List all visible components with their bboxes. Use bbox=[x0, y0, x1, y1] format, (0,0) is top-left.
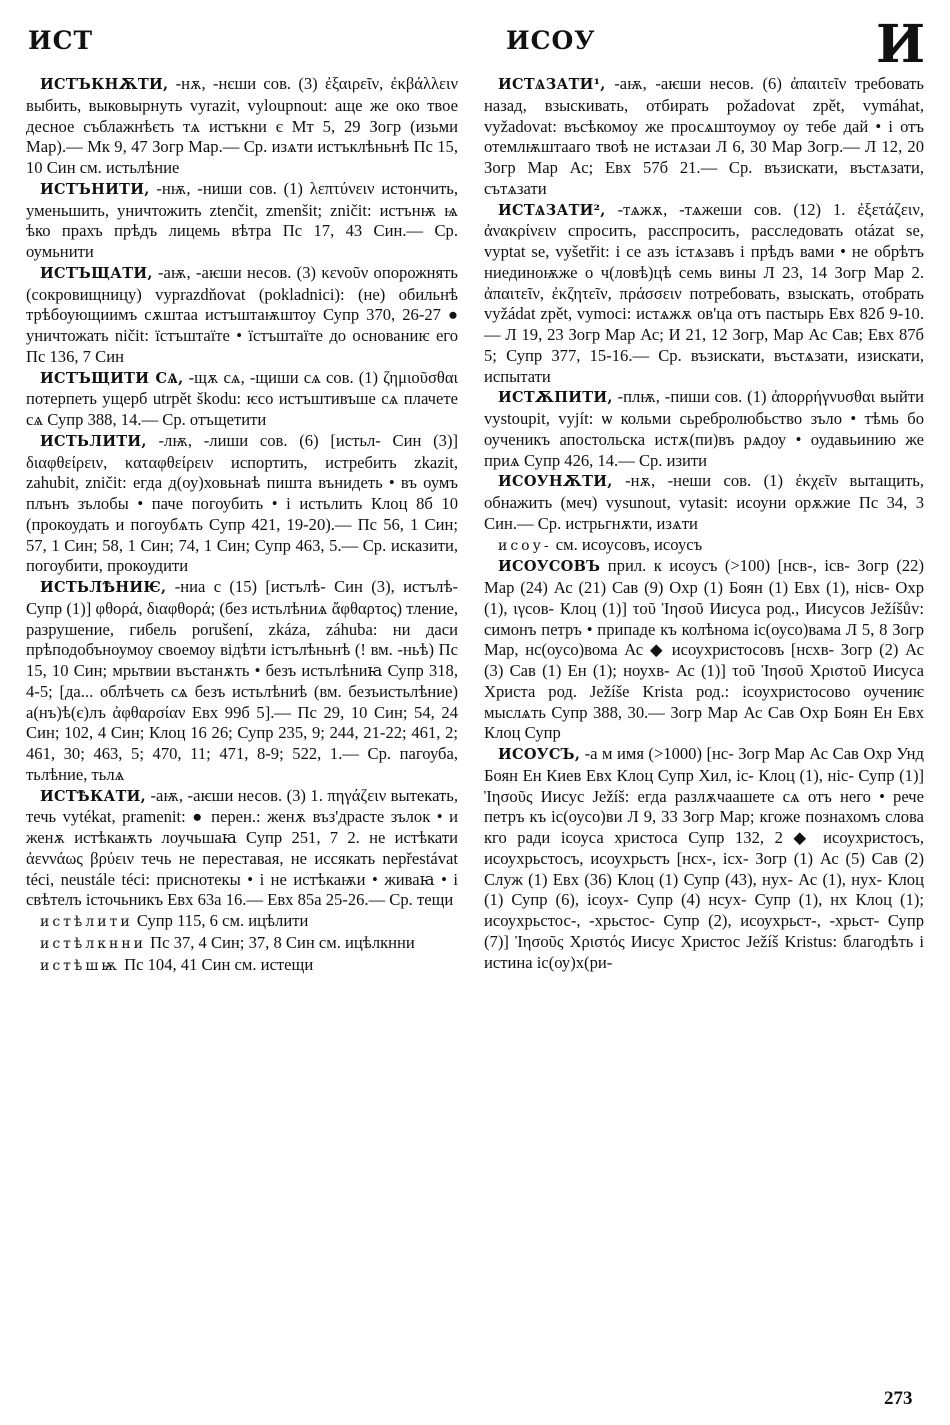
entry-headword: истѣшѭ bbox=[40, 957, 120, 974]
entry-headword: ИСТѦЗАТИ², bbox=[498, 201, 606, 219]
entry-headword: ИСТЪЩАТИ, bbox=[40, 264, 153, 282]
cross-reference-entry bbox=[26, 933, 458, 955]
entry-body: -аѭ, -аѥши несов. (3) κενοῦν опорожнять (сокровищницу) vyprazdňovat (pokladnici): (не) обильнѣ трѣбоующиимъ сѫштаа истъштаѭштоу Супр 370, 26-27 ● уничтожать ničit: їстъштаїте • їстъштаїте до основаниѥ его Пс 136, 7 Син bbox=[26, 262, 458, 366]
entry-body: Супр 115, 6 см. ицѣлити bbox=[132, 911, 309, 930]
right-column bbox=[484, 74, 924, 973]
entry-body: -тѧжѫ, -тѧжеши сов. (12) 1. ἐξετάζειν, ἀνακρίνειν спросить, расспросить, расследовать otázat se, vyptat se, vyšetřit: і се азъ істѧзавъ і прѣдъ вами • не обрѣтъ ниединоѭже о ч(ловѣ)цѣ семь вины Л 23, 14 Зогр Мар 2. ἀπαιτεῖν, ἐκζητεῖν, πράσσειν потребовать, взыскать, отобрать vyžádat zpět, vymoci: истѧжѫ ов'ца отъ пастырь Евх 82б 9-10.— Л 19, 23 Зогр Мар Ас; И 21, 12 Зогр, Мар Ас Сав; Евх 87б 5; Супр 377, 15-16.— Ср. възискати, въстѧзати, изискати, испытати bbox=[484, 199, 924, 386]
entry-body: -аѭ, -аѥши несов. (3) 1. πηγάζειν вытекать, течь vytékat, pramenit: ● перен.: женѫ въз'драсте зълок • и женѫ истѣкаѭть лоучьшаꙗ Супр 251, 7 2. не истѣкати ἀεννάως βρύειν течь не переставая, не иссякать nepřestávat téci, neustále téci: приснотекы • і не истѣкаѭи • живаꙗ • і свѣтелъ істочьникъ Евх 63а 16.— Евх 85а 25-26.— Ср. тещи bbox=[26, 785, 458, 910]
entry-headword: ИСТЬЛИТИ, bbox=[40, 432, 147, 450]
entry-body: -аѭ, -аѥши несов. (6) ἀπαιτεῖν требовать назад, взыскивать, отбирать požadovat zpět, vymáhat, vyžadovat: въсѣкомоу же просѧштоумоу оу тебе дай • і отъ отемлѭштааго твоѣ не истѧзаи Л 6, 30 Мар Зогр.— Л 12, 20 Зогр Мар Ас; Евх 57б 21.— Ср. възискати, въстѧзати, сътѧзати bbox=[484, 74, 924, 198]
dictionary-entry bbox=[484, 387, 924, 471]
entry-body: -щѫ сѧ, -щиши сѧ сов. (1) ζημιοῦσθαι потерпеть ущерб utrpět škodu: ѥсо истъштивъше сѧ плачете сѧ Супр 388, 14.— Ср. отъщетити bbox=[26, 367, 458, 429]
entry-headword: исоу- bbox=[498, 537, 552, 554]
entry-body: см. исоусовъ, исоусъ bbox=[551, 534, 703, 554]
entry-body: -плѭ, -пиши сов. (1) ἀπορρήγνυσθαι выйти vystoupit, vyjít: ѡ кольми сьребролюбьство зъло • тѣмь бо оученикъ апостольска истѫ(пи)въ рѧдоу • оудавьинию же приѧ Супр 426, 14.— Ср. изити bbox=[484, 387, 924, 470]
entry-headword: ИСТЬЛѢНИѤ, bbox=[40, 579, 167, 596]
entry-headword: ИСОУНѪТИ, bbox=[498, 473, 613, 491]
dictionary-entry bbox=[26, 577, 458, 786]
entry-body: -ниа с (15) [истълѣ- Син (3), истълѣ- Супр (1)] φθορά, διαφθορά; (без истьлѣниѧ ἄφθαρτος) тление, разрушение, гибель porušení, zkáza, záhuba: ни даси прѣподобъноумоу своемоу відѣти істълѣньнѣ (! вм. -ньѣ) Пс 15, 10 Син; мрьтвии въстанѫть • безъ истьлѣниꙗ Супр 318, 4-5; [да... облѣчеть сѧ безъ истьлѣниѣ (вм. безъистьлѣние) а(нъ)ѣ(є)лъ ἀφθαρσίαν Евх 99б 5].— Пс 29, 10 Син; 54, 24 Син; 102, 4 Син; Клоц 16 26; Супр 235, 9; 244, 21-22; 461, 2; 461, 30; 463, 5; 470, 11; 471, 8-9; 522, 1.— Ср. пагоуба, тьлѣние, тьлѧ bbox=[26, 577, 458, 784]
dictionary-entry bbox=[26, 368, 458, 431]
entry-body: -лѭ, -лиши сов. (6) [истьл- Син (3)] διαφθείρειν, καταφθείρειν испортить, истребить zkazit, zahubit, zničit: егда д(оу)ховьнаѣ пишта вънидеть • въ оумъ плънъ зълобы • паче погоубить • і истьлить Клоц 8б 10 (прокоудать и погоубѧть Супр 421, 19-20).— Пс 56, 1 Син; 57, 1 Син; 58, 1 Син; 74, 1 Син; Супр 463, 5.— Ср. исказити, погоубити, прокоудити bbox=[26, 430, 458, 576]
entry-headword: ИСТѦЗАТИ¹, bbox=[498, 76, 606, 93]
entry-headword: ИСТЪКНѪТИ, bbox=[40, 76, 169, 93]
dictionary-entry bbox=[26, 431, 458, 577]
left-column bbox=[26, 74, 458, 976]
entry-headword: ИСОУСЪ, bbox=[498, 746, 581, 763]
dictionary-entry bbox=[484, 744, 924, 973]
cross-reference-entry bbox=[26, 911, 458, 933]
dictionary-entry bbox=[484, 471, 924, 534]
cross-reference-entry bbox=[484, 535, 924, 557]
entry-body: -нѭ, -ниши сов. (1) λεπτύνειν истончить, уменьшить, уничтожить ztenčit, zmenšit; zničit: истънѭ ѩ ѣко прахъ прѣдъ лицемь вѣтра Пс 17, 43 Син.— Ср. оумьнити bbox=[26, 178, 458, 261]
entry-headword: ИСТѢКАТИ, bbox=[40, 787, 147, 805]
entry-headword: истѣлити bbox=[40, 914, 133, 930]
entry-headword: истѣлкнни bbox=[40, 935, 146, 952]
dictionary-entry bbox=[484, 556, 924, 744]
entry-headword: ИСТЪЩИТИ СѦ, bbox=[40, 369, 184, 387]
dictionary-entry bbox=[484, 74, 924, 200]
entry-body: -нѫ, -нєши сов. (3) ἐξαιρεῖν, ἐκβάλλειν выбить, выковырнуть vyrazit, vyloupnout: аще же око твое десное съблажнѣєть тѧ истъкни є Мт 5, 29 Зогр (изьми Мар).— Мк 9, 47 Зогр Мар.— Ср. изѧти истъклѣньнѣ Пс 15, 10 Син см. истьлѣние bbox=[26, 74, 458, 177]
entry-body: Пс 37, 4 Син; 37, 8 Син см. ицѣлкнни bbox=[146, 932, 415, 952]
dictionary-entry bbox=[26, 74, 458, 179]
cross-reference-entry bbox=[26, 955, 458, 977]
page-number: 273 bbox=[884, 1388, 913, 1409]
running-head-right: ИСОУ bbox=[506, 26, 596, 55]
entry-headword: ИСТЪНИТИ, bbox=[40, 180, 150, 198]
entry-headword: ИСОУСОВЪ bbox=[498, 558, 601, 576]
entry-headword: ИСТѪПИТИ, bbox=[498, 389, 613, 407]
section-letter: И bbox=[876, 14, 926, 75]
entry-body: прил. к исоусъ (>100) [нсв-, ісв- Зогр (22) Мар (24) Ас (21) Сав (9) Охр (1) Боян (1) Евх (1), нісв- Охр (1), ιγсов- Клоц (1)] τοῦ Ἰησοῦ Иисуса род., Иисусов Ježíšův: симонъ петръ • припаде къ колѣнома іс(оусо)вама Л 5, 8 Зогр Мар, нс(оусо)вома Ас ◆ исоухристосовъ [нсхв- Зогр (2) Ас (3) Сав (1) Ен (1); ноухв- Ас (1)] τοῦ Ἰησοῦ Χριστοῦ Иисуса Христа род. Ježíše Krista род.: ісоухристосово оучениѥ мыслѧть Супр 388, 30.— Зогр Мар Ас Сав Охр Боян Ен Евх Клоц Супр bbox=[484, 556, 924, 743]
running-head-left: ИСТ bbox=[28, 26, 94, 55]
dictionary-entry bbox=[26, 786, 458, 912]
dictionary-entry bbox=[26, 179, 458, 263]
entry-body: Пс 104, 41 Син см. истещи bbox=[119, 954, 314, 974]
entry-body: -нѫ, -неши сов. (1) ἐκχεῖν вытащить, обнажить (меч) vysunout, vytasit: исоуни орѫжие Пс 34, 3 Син.— Ср. истрьгнѫти, изѧти bbox=[484, 471, 924, 533]
dictionary-entry bbox=[484, 200, 924, 388]
entry-body: -а м имя (>1000) [нс- Зогр Мар Ас Сав Охр Унд Боян Ен Киев Евх Клоц Супр Хил, іс- Клоц (1), ніс- Супр (1)] Ἰησοῦς Иисус Ježíš: егда разлѫчаашете сѧ отъ него • рече петръ къ іс(оусо)ви Л 9, 33 Зогр Мар; кгоже познахомъ слова кго ради ісоуса христоса Супр 132, 2 ◆ исоухристосъ, исоухрьстосъ, исоухрьстъ [нсх-, ісх- Зогр (1) Ас (5) Сав (2) Служ (1) Евх (36) Клоц (1) Супр (43), нух- Ас (1), нух- Клоц (1) Супр (6), ісоух- Супр (4) нсух- Супр (1), нх Клоц (1); исоухрьстос-, -хрьстос- Супр (2), исоухрьст-, -хрьст- Супр (7)] Ἰησοῦς Χριστός Иисус Христос Ježíš Kristus: благодѣть і истина іс(оу)х(ри- bbox=[484, 744, 924, 972]
dictionary-entry bbox=[26, 263, 458, 368]
